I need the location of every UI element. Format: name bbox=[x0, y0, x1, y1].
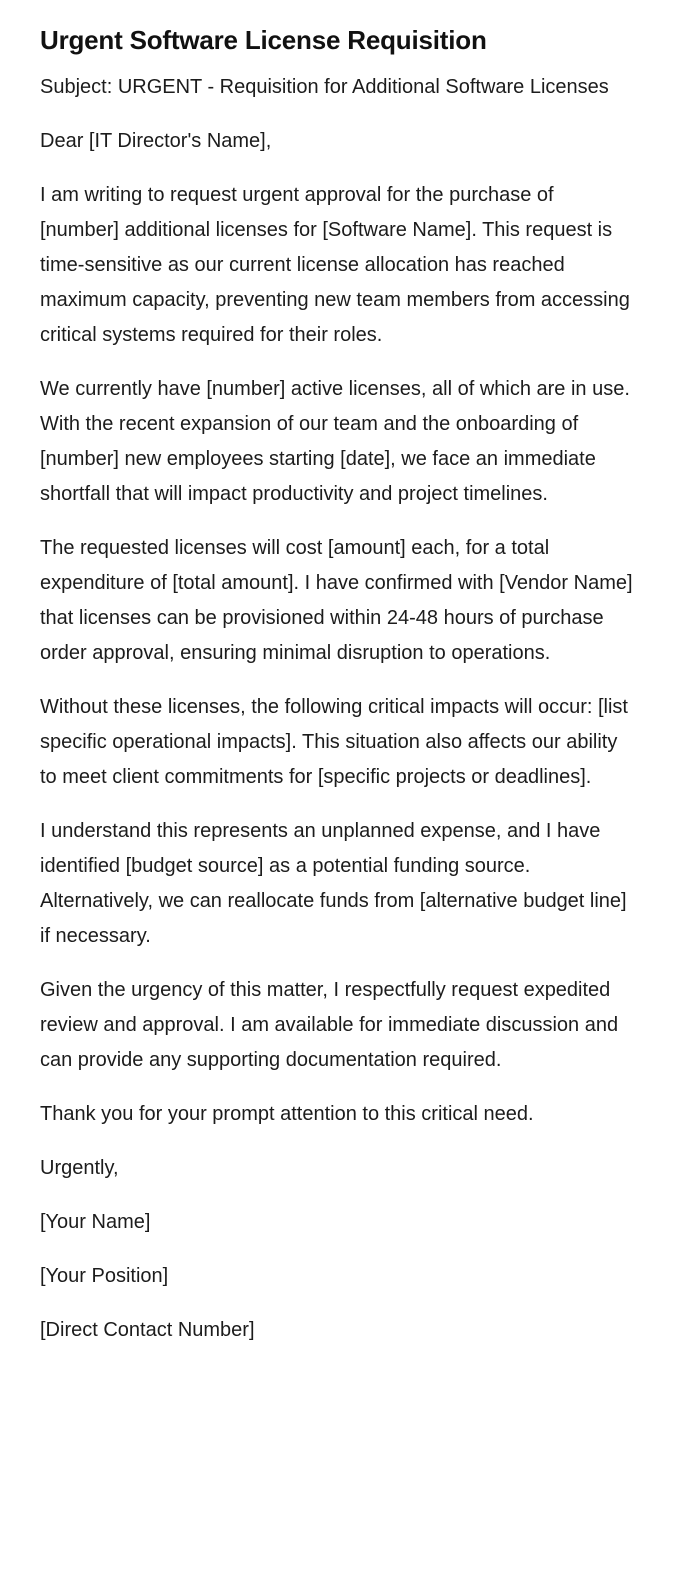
signature-position: [Your Position] bbox=[40, 1265, 169, 1287]
signature-name: [Your Name] bbox=[40, 1211, 151, 1233]
body-paragraph-budget: I understand this represents an unplanned expense, and I have identified [budget source] as a potential funding source. Alternatively, we can reallocate funds from [alternative budget line] if necessary. bbox=[40, 820, 627, 947]
body-paragraph-cost: The requested licenses will cost [amount] each, for a total expenditure of [total amount]. I have confirmed with [Vendor Name] that licenses can be provisioned within 24-48 hours of purchase order approval, ensuring minimal disruption to operations. bbox=[40, 537, 633, 664]
body-paragraph-current-licenses: We currently have [number] active licenses, all of which are in use. With the recent expansion of our team and the onboarding of [number] new employees starting [date], we face an immediate shortfall that will impact productivity and project timelines. bbox=[40, 378, 630, 505]
body-paragraph-impacts: Without these licenses, the following critical impacts will occur: [list specific operational impacts]. This situation also affects our ability to meet client commitments for [specific projects or deadlines]. bbox=[40, 696, 628, 788]
signature-contact: [Direct Contact Number] bbox=[40, 1319, 255, 1341]
subject-line: Subject: URGENT - Requisition for Additional Software Licenses bbox=[40, 76, 609, 98]
body-paragraph-urgency: Given the urgency of this matter, I respectfully request expedited review and approval. I am available for immediate discussion and can provide any supporting documentation required. bbox=[40, 979, 619, 1071]
closing: Urgently, bbox=[40, 1157, 119, 1179]
document-title: Urgent Software License Requisition bbox=[40, 25, 487, 55]
body-paragraph-request: I am writing to request urgent approval for the purchase of [number] additional licenses for [Software Name]. This request is time-sensitive as our current license allocation has reached maximum capacity, preventing new team members from accessing critical systems required for their roles. bbox=[40, 184, 630, 346]
body-paragraph-thanks: Thank you for your prompt attention to this critical need. bbox=[40, 1103, 534, 1125]
salutation: Dear [IT Director's Name], bbox=[40, 130, 272, 152]
